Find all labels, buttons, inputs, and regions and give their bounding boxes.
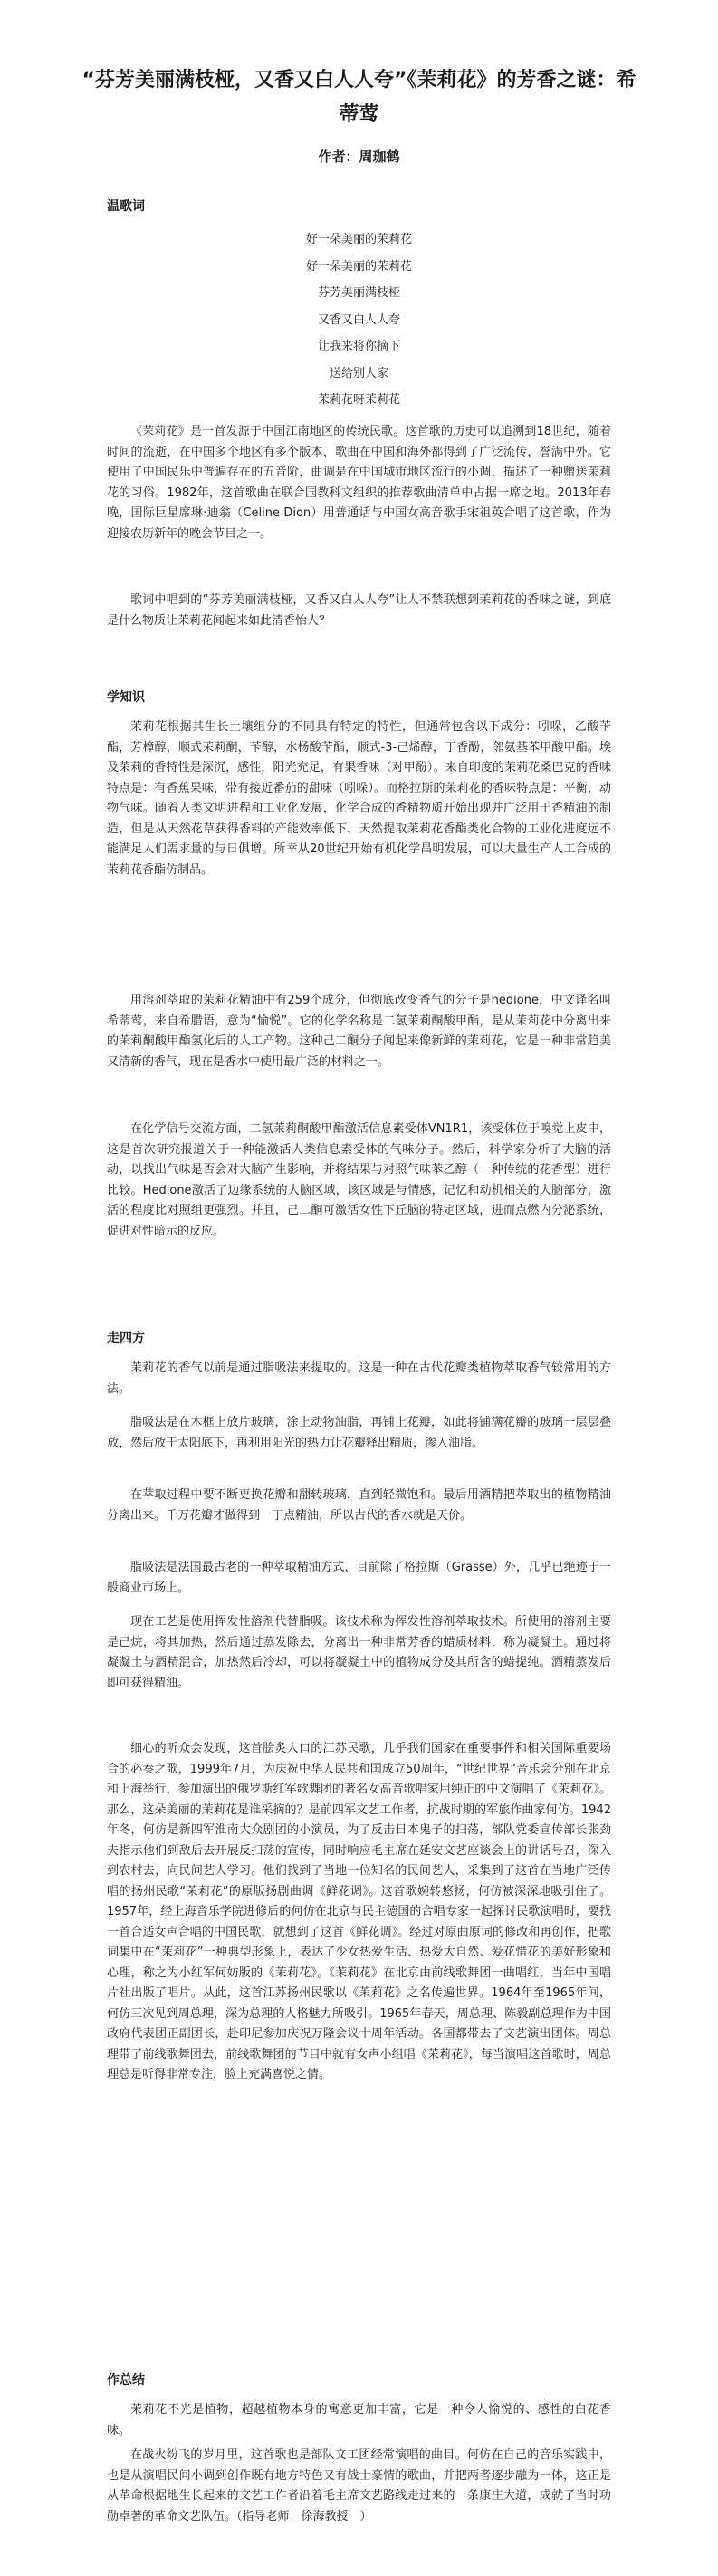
lyrics-block <box>107 226 611 414</box>
lyric-line: 让我来将你摘下 <box>317 340 400 353</box>
travel-paragraph-6: 细心的听众会发现，这首脍炙人口的江苏民歌，几乎我们国家在重要事件和相关国际重要场合的必奏之歌，1999年7月，为庆祝中华人民共和国成立50周年，“世纪世界”音乐会分别在北京和上海举行，参加演出的俄罗斯红军歌舞团的著名女高音歌唱家用纯正的中文演唱了《茉莉花》。那么，这朵美丽的茉莉花是谁采摘的？是前四军文艺工作者，抗战时期的军旅作曲家何仿。1942年冬，何仿是新四军淮南大众剧团的小演员，为了反击日本鬼子的扫荡，部队党委宣传部长张劲夫指示他们到敌后去开展反扫荡的宣传，同时响应毛主席在延安文艺座谈会上的讲话号召，深入到农村去，向民间艺人学习。他们找到了当地一位知名的民间艺人，采集到了这首在当地广泛传唱的扬州民歌“茉莉花”的原版扬剧曲调《鲜花调》。这首歌婉转悠扬，何仿被深深地吸引住了。1957年，经上海音乐学院进修后的何仿在北京与民主德国的合唱专家一起探讨民歌演唱时，要找一首合适女声合唱的中国民歌，就想到了这首《鲜花调》。经过对原曲原词的修改和再创作，把歌词集中在“茉莉花”一种典型形象上，表达了少女热爱生活、热爱大自然、爱花惜花的美好形象和心理，称之为小红军何妨版的《茉莉花》。《茉莉花》在北京由前线歌舞团一曲唱红，当年中国唱片社出版了唱片。从此，这首江苏扬州民歌以《茉莉花》之名传遍世界。1964年至1965年间，何仿三次见到周总理，深为总理的人格魅力所吸引。1965年春天，周总理、陈毅副总理作为中国政府代表团正副团长，赴印尼参加庆祝万隆会议十周年活动。各国都带去了文艺演出团体。周总理带了前线歌舞团去，前线歌舞团的节目中就有女声小组唱《茉莉花》，每当演唱这首歌时，周总理总是听得非常专注，脸上充满喜悦之情。 <box>107 1742 611 2081</box>
travel-paragraph-4: 脂吸法是法国最古老的一种萃取精油方式，目前除了格拉斯（Grasse）外，几乎已绝迹于一般商业市场上。 <box>107 1561 611 1595</box>
summary-paragraph-2-text: 在战火纷飞的岁月里，这首歌也是部队文工团经常演唱的曲目。何仿在自己的音乐实践中，也是从演唱民间小调到创作既有地方特色又有战士豪情的歌曲，并把两者逐步融为一体，这正是从革命根据地生长起来的文艺工作者沿着毛主席文艺路线走过来的一条康庄大道，成就了当时功勋卓著的革命文艺队伍。 <box>107 2448 611 2523</box>
lyric-line: 送给别人家 <box>329 366 388 380</box>
knowledge-paragraph-1: 茉莉花根据其生长土壤组分的不同具有特定的特性，但通常包含以下成分：吲哚，乙酸苄酯，芳樟醇，顺式茉莉酮，苄醇，水杨酸苄酯，顺式-3-己烯醇，丁香酚，邻氨基苯甲酸甲酯。埃及茉莉的香特性是深沉，感性，阳光充足，有果香味（对甲酚）。来自印度的茉莉花桑巴克的香味特点是：有香蕉果味，带有接近番茄的甜味（吲哚）。而格拉斯的茉莉花的香味特点是：平衡，动物气味。随着人类文明进程和工业化发展，化学合成的香精物质开始出现并广泛用于香精油的制造，但是从天然花草获得香料的产能效率低下，天然提取茉莉花香酯类化合物的工业化进度远不能满足人们需求量的与日俱增。所幸从20世纪开始有机化学昌明发展，可以大量生产人工合成的茉莉花香酯仿制品。 <box>107 720 611 877</box>
section-heading-summary: 作总结 <box>107 2373 145 2388</box>
lyrics-paragraph-2: 歌词中唱到的“芬芳美丽满枝桠，又香又白人人夸”让人不禁联想到茉莉花的香味之谜，到底是什么物质让茉莉花闻起来如此清香怡人？ <box>107 593 611 628</box>
summary-paragraph-1: 茉莉花不光是植物，超越植物本身的寓意更加丰富，它是一种令人愉悦的、感性的白花香味。 <box>107 2403 611 2437</box>
lyric-line: 茉莉花呀茉莉花 <box>317 393 400 407</box>
section-heading-knowledge: 学知识 <box>107 690 145 705</box>
lyric-line: 好一朵美丽的茉莉花 <box>305 259 412 274</box>
travel-paragraph-5: 现在工艺是使用挥发性溶剂代替脂吸。该技术称为挥发性溶剂萃取技术。所使用的溶剂主要是己烷，将其加热，然后通过蒸发除去，分离出一种非常芳香的蜡质材料，称为凝凝土。通过将凝凝土与酒精混合，加热然后冷却，可以将凝凝土中的植物成分及其所含的蜡提纯。酒精蒸发后即可获得精油。 <box>107 1615 611 1690</box>
section-heading-travel: 走四方 <box>107 1331 145 1346</box>
knowledge-paragraph-3: 在化学信号交流方面，二氢茉莉酮酸甲酯激活信息素受体VN1R1，该受体位于嗅觉上皮中，这是首次研究报道关于一种能激活人类信息素受体的气味分子。然后，科学家分析了大脑的活动，以找出气味是否会对大脑产生影响，并将结果与对照气味苯乙醇（一种传统的花香型）进行比较。Hedione激活了边缘系统的大脑区域，该区域是与情感，记忆和动机相关的大脑部分，激活的程度比对照组更强烈。并且，己二酮可激活女性下丘脑的特定区域，进而点燃内分泌系统，促进对性暗示的反应。 <box>107 1122 611 1238</box>
lyric-line: 好一朵美丽的茉莉花 <box>305 233 412 246</box>
article-title: “芬芳美丽满枝桠，又香又白人人夸”《茉莉花》的芳香之谜：希蒂莺 <box>81 69 637 126</box>
summary-paragraph-2 <box>107 2446 611 2527</box>
travel-paragraph-1: 茉莉花的香气以前是通过脂吸法来提取的。这是一种在古代花瓣类植物萃取香气较常用的方法。 <box>107 1361 611 1396</box>
travel-paragraph-3: 在萃取过程中要不断更换花瓣和翻转玻璃，直到轻微饱和。最后用酒精把萃取出的植物精油分离出来。千万花瓣才做得到一丁点精油，所以古代的香水就是天价。 <box>107 1488 611 1523</box>
lyric-line: 芬芳美丽满枝桠 <box>317 286 400 300</box>
knowledge-paragraph-2: 用溶剂萃取的茉莉花精油中有259个成分，但彻底改变香气的分子是hedione，中文译名叫希蒂莺，来自希腊语，意为“愉悦”。它的化学名称是二氢茉莉酮酸甲酯，是从茉莉花中分离出来的茉莉酮酸甲酯氢化后的人工产物。这种己二酮分子闻起来像新鲜的茉莉花，它是一种非常趋美又清新的香气，现在是香水中使用最广泛的材料之一。 <box>107 994 611 1069</box>
section-heading-lyrics: 温歌词 <box>107 199 145 214</box>
travel-paragraph-2: 脂吸法是在木框上放片玻璃，涂上动物油脂，再铺上花瓣，如此将铺满花瓣的玻璃一层层叠放，然后放于太阳底下，再利用阳光的热力让花瓣释出精质，渗入油脂。 <box>107 1416 611 1450</box>
lyrics-paragraph-1: 《茉莉花》是一首发源于中国江南地区的传统民歌。这首歌的历史可以追溯到18世纪，随着时间的流逝，在中国多个地区有多个版本，歌曲在中国和海外都得到了广泛流传，誉满中外。它使用了中国民乐中普遍存在的五音阶，曲调是在中国城市地区流行的小调，描述了一种赠送茉莉花的习俗。1982年，这首歌曲在联合国教科文组织的推荐歌曲清单中占据一席之地。2013年春晚，国际巨星席琳·迪翁（Celine Dion）用普通话与中国女高音歌手宋祖英合唱了这首歌，作为迎接农历新年的晚会节目之一。 <box>107 425 611 541</box>
advisor-signature: （指导老师：徐海教授 ） <box>236 2509 372 2523</box>
article-author: 作者：周珈鹤 <box>318 149 400 165</box>
lyric-line: 又香又白人人夸 <box>317 312 400 327</box>
